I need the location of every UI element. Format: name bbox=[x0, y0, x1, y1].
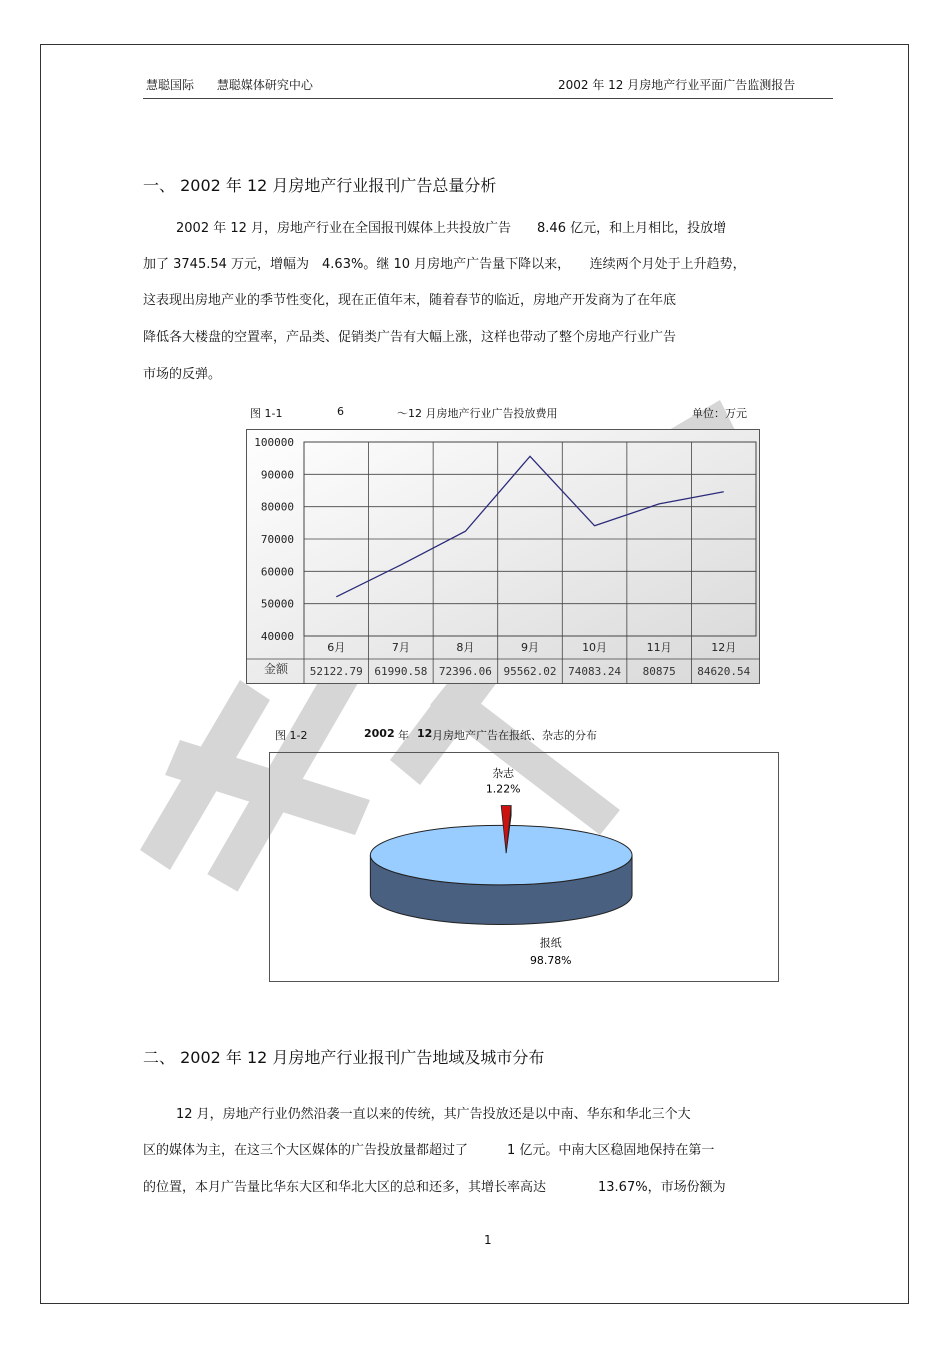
figure1-unit: 单位：万元 bbox=[692, 407, 747, 420]
section2-title: 二、 2002 年 12 月房地产行业报刊广告地域及城市分布 bbox=[143, 1048, 545, 1067]
pie-percent: 1.22% bbox=[485, 782, 521, 796]
section1-line: 加了 3745.54 万元，增幅为 4.63%。继 10 月房地产广告量下降以来， 连续两个月处于上升趋势， bbox=[143, 257, 746, 272]
pie-label: 报纸 bbox=[539, 936, 562, 950]
y-tick-label: 70000 bbox=[260, 533, 294, 546]
pie-label: 杂志 bbox=[492, 766, 515, 780]
data-value-label: 95562.02 bbox=[503, 665, 557, 678]
data-value-label: 72396.06 bbox=[438, 665, 492, 678]
pie-chart bbox=[269, 752, 779, 982]
x-tick-label: 8月 bbox=[456, 641, 475, 654]
y-tick-label: 60000 bbox=[260, 565, 294, 579]
y-tick-label: 90000 bbox=[260, 468, 294, 482]
x-tick-label: 12月 bbox=[711, 641, 737, 654]
figure1-label: 图 1-1 bbox=[250, 407, 283, 420]
x-tick-label: 11月 bbox=[646, 641, 672, 654]
pie-percent: 98.78% bbox=[529, 954, 572, 968]
page-number: 1 bbox=[484, 1233, 492, 1247]
header-title: 2002 年 12 月房地产行业平面广告监测报告 bbox=[558, 78, 796, 92]
header-center: 慧聪媒体研究中心 bbox=[216, 78, 313, 92]
figure2-year: 2002 bbox=[364, 727, 395, 740]
data-value-label: 74083.24 bbox=[568, 665, 622, 678]
section2-line: 区的媒体为主，在这三个大区媒体的广告投放量都超过了 1 亿元。中南大区稳固地保持在第一 bbox=[143, 1143, 715, 1158]
section2-line: 12 月，房地产行业仍然沿袭一直以来的传统，其广告投放还是以中南、华东和华北三个大 bbox=[176, 1107, 691, 1122]
line-chart bbox=[246, 429, 760, 684]
x-tick-label: 10月 bbox=[582, 641, 608, 654]
section2-line: 的位置，本月广告量比华东大区和华北大区的总和还多，其增长率高达 13.67%，市场份额为 bbox=[143, 1180, 726, 1195]
figure2-month: 12 bbox=[417, 727, 433, 740]
data-value-label: 84620.54 bbox=[697, 665, 751, 678]
figure1-range-start: 6 bbox=[337, 405, 344, 418]
y-tick-label: 80000 bbox=[260, 500, 294, 514]
data-value-label: 61990.58 bbox=[374, 665, 428, 678]
header-left bbox=[146, 76, 313, 93]
figure1-title: ～12 月房地产行业广告投放费用 bbox=[397, 407, 558, 420]
x-tick-label: 9月 bbox=[521, 641, 539, 654]
section1-title: 一、 2002 年 12 月房地产行业报刊广告总量分析 bbox=[143, 176, 497, 195]
section1-line: 这表现出房地产业的季节性变化，现在正值年末，随着春节的临近，房地产开发商为了在年底 bbox=[143, 293, 677, 308]
x-tick-label: 7月 bbox=[391, 641, 410, 654]
row-label: 金额 bbox=[263, 662, 289, 676]
y-tick-label: 50000 bbox=[260, 597, 294, 611]
data-value-label: 80875 bbox=[642, 665, 676, 678]
y-tick-label: 40000 bbox=[260, 630, 294, 643]
figure2-label: 图 1-2 bbox=[275, 729, 308, 742]
section1-line: 2002 年 12 月，房地产行业在全国报刊媒体上共投放广告 8.46 亿元，和上月相比，投放增 bbox=[176, 221, 727, 236]
data-value-label: 52122.79 bbox=[309, 665, 363, 678]
figure2-title: 月房地产广告在报纸、杂志的分布 bbox=[432, 729, 597, 742]
pie-slice-newspaper bbox=[370, 825, 632, 884]
y-tick-label: 100000 bbox=[254, 436, 294, 449]
section1-line: 降低各大楼盘的空置率，产品类、促销类广告有大幅上涨，这样也带动了整个房地产行业广告 bbox=[143, 330, 677, 345]
section1-line: 市场的反弹。 bbox=[143, 367, 222, 382]
header-org: 慧聪国际 bbox=[146, 78, 195, 92]
x-tick-label: 6月 bbox=[327, 641, 346, 654]
chart-frame bbox=[247, 430, 760, 684]
header-divider bbox=[143, 98, 833, 99]
figure2-nian: 年 bbox=[398, 729, 409, 742]
